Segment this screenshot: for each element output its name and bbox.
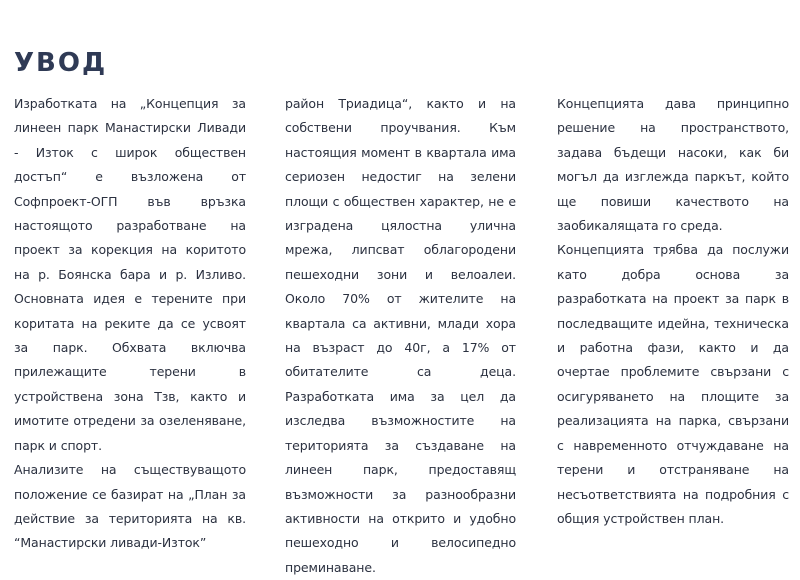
text-column-3 xyxy=(557,92,789,531)
paragraph: Концепцията дава принципно решение на пространството, задава бъдещи насоки, как би могъл да изглежда паркът, който ще повиши качеството на заобикалящата го среда. xyxy=(557,96,789,234)
text-column-2 xyxy=(285,92,516,580)
text-column-1 xyxy=(14,92,246,556)
page-title: УВОД xyxy=(14,48,108,78)
paragraph: Изработката на „Концепция за линеен парк Манастирски Ливади - Изток с широк обществен достъп“ е възложена от Софпроект-ОГП във връзка настоящото разработване на проект за корекция на коритото на р. Боянска бара и р. Изливо. Основната идея е терените при коритата на реките да се усвоят за парк. Обхвата включва прилежащите терени в устройствена зона Тзв, както и имотите отредени за озеленяване, парк и спорт. xyxy=(14,96,246,453)
paragraph: Концепцията трябва да послужи като добра основа за разработката на проект за парк в последващите идейна, техническа и работна фази, както и да очертае проблемите свързани с осигуряването на площите за реализацията на парка, свързани с навременното отчуждаване на терени и отстраняване на несъответствията на подробния с общия устройствен план. xyxy=(557,242,789,526)
paragraph: Анализите на съществуващото положение се базират на „План за действие за територията на кв. “Манастирски ливади-Изток” xyxy=(14,462,246,551)
paragraph: район Триадица“, както и на собствени проучвания. Към настоящия момент в квартала има сериозен недостиг на зелени площи с обществен характер, не е изградена цялостна улична мрежа, липсват облагородени пешеходни зони и велоалеи. Около 70% от жителите на квартала са активни, млади хора на възраст до 40г, а 17% от обитателите са деца. Разработката има за цел да изследва възможностите на територията за създаване на линеен парк, предоставящ възможности за разнообразни активности на открито и удобно пешеходно и велосипедно преминаване. xyxy=(285,96,516,575)
